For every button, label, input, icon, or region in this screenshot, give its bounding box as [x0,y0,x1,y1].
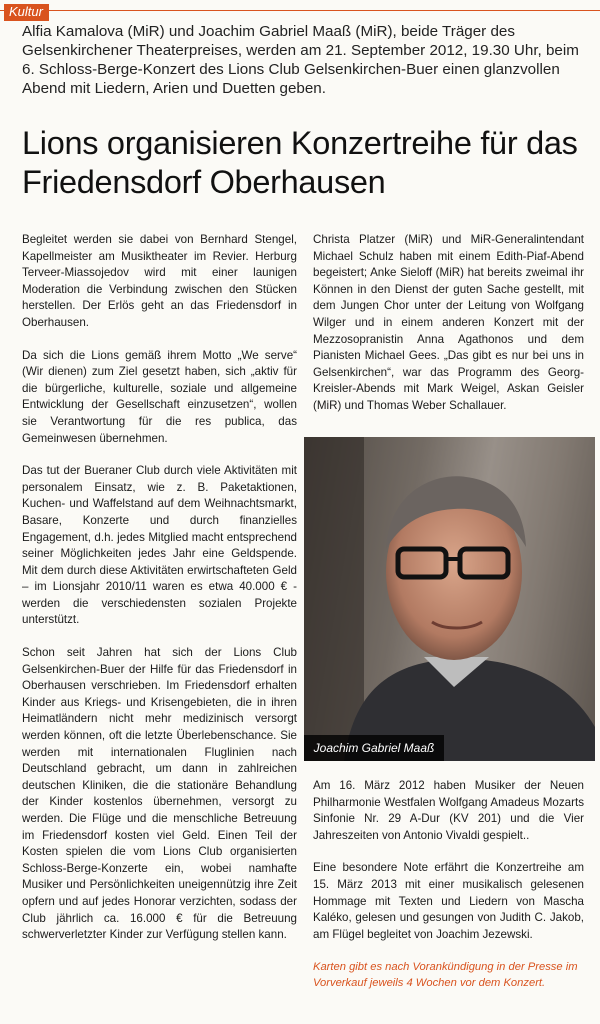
body-paragraph: Das tut der Bueraner Club durch viele Aktivitäten mit personalem Einsatz, wie z. B. Paketaktionen, Kuchen- und Waffelstand auf dem Weihnachtsmarkt, Basare, Konzerte und durch finanzielles Engagement, d.h. jedes Mitglied macht entsprechend seiner Möglichkeiten jedes Jahr eine Geldspende. Mit dem durch diese Aktivitäten erwirtschafteten Geld – im Lionsjahr 2010/11 waren es etwa 40.000 € - werden die verschiedensten sozialen Projekte unterstützt. [22,464,297,627]
section-rule [0,10,600,11]
body-paragraph: Eine besondere Note erfährt die Konzertreihe am 15. März 2013 mit einer musikalisch gelesenen Hommage mit Texten und Liedern von Mascha Kaléko, gelesen und gesungen von Judith C. Jakob, am Flügel begleitet von Joachim Jezewski. [313,861,584,941]
body-paragraph: Begleitet werden sie dabei von Bernhard Stengel, Kapellmeister am Musiktheater im Revier. Herburg Terveer-Miassojedov wird mit einer launigen Moderation die Verbindung zwischen den Stücken herstellen. Der Erlös geht an das Friedensdorf in Oberhausen. [22,233,297,329]
portrait-illustration [304,437,595,761]
body-paragraph: Da sich die Lions gemäß ihrem Motto „We serve“ (Wir dienen) zum Ziel gesetzt haben, sich „aktiv für die bürgerliche, kulturelle, soziale und allgemeine Entwicklung der Gesellschaft einzusetzen“, wollen sie Verantwortung für die res publica, das Gemeinwesen übernehmen. [22,348,297,445]
article-column-right-bottom [313,778,584,1007]
section-label: Kultur [4,4,49,21]
photo-caption: Joachim Gabriel Maaß [304,735,444,761]
body-paragraph: Am 16. März 2012 haben Musiker der Neuen Philharmonie Westfalen Wolfgang Amadeus Mozarts Sinfonie Nr. 29 A-Dur (KV 201) und die Vier Jahreszeiten von Antonio Vivaldi gespielt.. [313,779,584,842]
body-paragraph: Schon seit Jahren hat sich der Lions Club Gelsenkirchen-Buer der Hilfe für das Friedensdorf in Oberhausen verschrieben. Im Friedensdorf erhalten Kinder aus Kriegs- und Krisengebieten, die in ihren Heimatländern nicht mehr medizinisch versorgt werden können, oft die letzte Überlebenschance. Sie werden mit internationalen Fluglinien nach Deutschland gebracht, um dann in zahlreichen deutschen Kliniken, die die stationäre Behandlung der Kinder kostenlos übernehmen, versorgt zu werden. Die Flüge und die menschliche Betreuung im Friedensdorf kosten viel Geld. Einen Teil der Kosten spielen die vom Lions Club organisierten Schloss-Berge-Konzerte ein, wobei namhafte Musiker und Persönlichkeiten uneigennützig ihre Zeit opfern und auf jedes Honorar verzichten, sodass der Club jährlich ca. 16.000 € für die Betreuung schwerverletzter Kinder zur Verfügung stellen kann. [22,646,297,942]
lead-paragraph: Alfia Kamalova (MiR) und Joachim Gabriel Maaß (MiR), beide Träger des Gelsenkirchener Theaterpreises, werden am 21. September 2012, 19.30 Uhr, beim 6. Schloss-Berge-Konzert des Lions Club Gelsenkirchen-Buer einen glanzvollen Abend mit Liedern, Arien und Duetten geben. [22,23,579,97]
ticket-note: Karten gibt es nach Vorankündigung in der Presse im Vorverkauf jeweils 4 Wochen vor dem Konzert. [313,961,578,990]
body-paragraph: Christa Platzer (MiR) und MiR-Generalintendant Michael Schulz haben mit einem Edith-Piaf-Abend begeistert; Anke Sieloff (MiR) hat bereits zweimal ihr Können in den Dienst der guten Sache gestellt, mit dem Jungen Chor unter der Leitung von Wolfgang Wilger und in einem anderen Konzert mit der Mezzosopranistin Anna Agathonos und dem Pianisten Michael Gees. „Das gibt es nur bei uns in Gelsenkirchen“, war das Programm des Georg-Kreisler-Abends mit Mark Weigel, Askan Geisler (MiR) und Thomas Weber Schallauer. [313,233,584,412]
article-column-left [22,232,297,960]
article-title: Lions organisieren Konzertreihe für das Friedensdorf Oberhausen [22,125,578,200]
article-column-right-top [313,232,584,431]
portrait-photo [304,437,595,761]
